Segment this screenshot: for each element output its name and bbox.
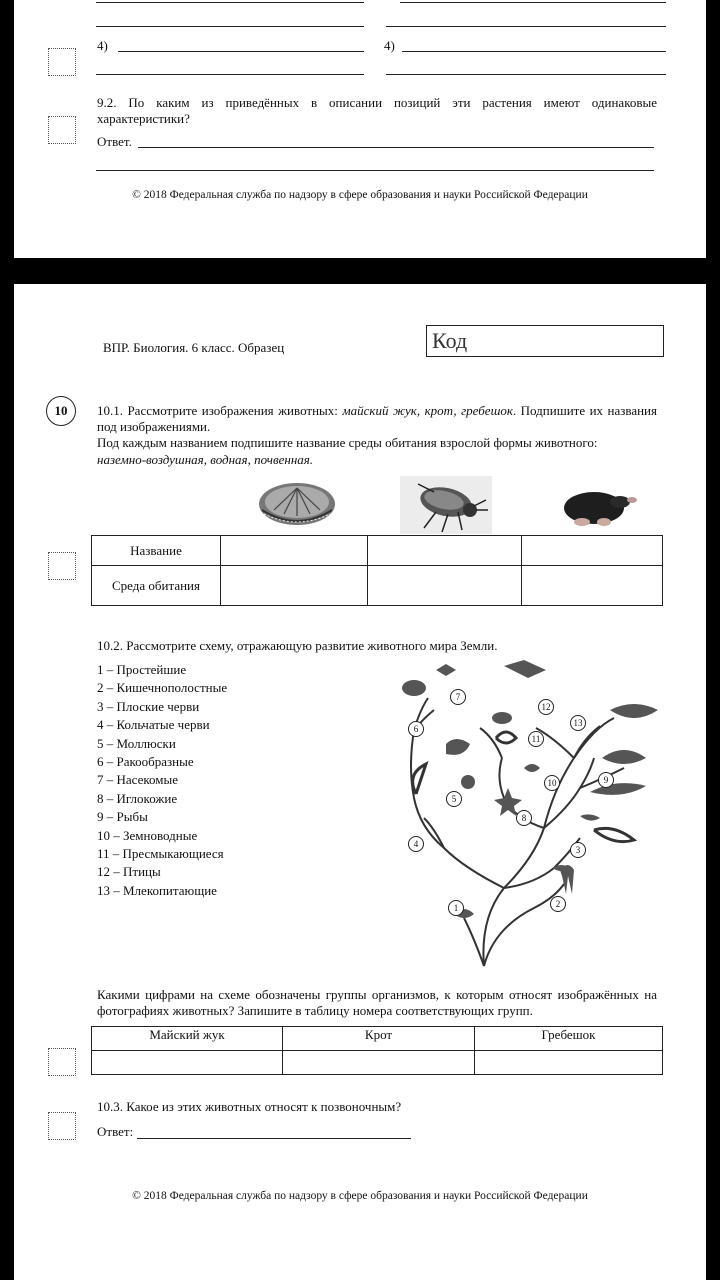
tree-node-2: 2 [550,896,566,912]
legend-item: 12 – Птицы [97,864,161,880]
answer-cell[interactable] [283,1051,475,1075]
answer-line[interactable] [96,170,654,171]
page-task-10 [14,284,706,1280]
tree-node-13: 13 [570,715,586,731]
answer-line[interactable] [118,51,364,52]
score-box [48,552,76,580]
answer-line[interactable] [96,74,364,75]
tree-node-12: 12 [538,699,554,715]
task-number-badge: 10 [46,396,76,426]
item-number-right: 4) [384,38,395,53]
answer-line [96,2,364,3]
group-number-table [91,1026,663,1075]
legend-item: 13 – Млекопитающие [97,882,217,898]
tree-node-6: 6 [408,721,424,737]
animal-name-habitat-table [91,535,663,606]
answer-cell[interactable] [522,536,663,566]
score-box [48,1048,76,1076]
tree-node-10: 10 [544,775,560,791]
table-row [92,1051,663,1075]
answer-line[interactable] [137,1138,411,1139]
copyright-footer: © 2018 Федеральная служба по надзору в сфере образования и науки Российской Федерации [132,189,588,201]
answer-cell[interactable] [368,566,522,606]
tree-node-4: 4 [408,836,424,852]
question-9-2: 9.2. По каким из приведённых в описании позиций эти растения имеют одинаковые характеристики? [97,95,657,126]
question-10-2-instruction: Какими цифрами на схеме обозначены группы организмов, к которым относят изображённых на фотографиях животных? Запишите в таблицу номера соответствующих групп. [97,987,657,1018]
may-beetle-image [400,476,492,534]
question-10-1-animals: майский жук, крот, гребешок [342,403,513,418]
tree-node-1: 1 [448,900,464,916]
groups-legend [97,661,227,900]
item-number-left: 4) [97,38,108,53]
question-10-1-habitats: наземно-воздушная, водная, почвенная. [97,452,314,467]
answer-line[interactable] [386,74,666,75]
question-10-1 [97,403,657,435]
score-box [48,116,76,144]
answer-cell[interactable] [368,536,522,566]
answer-cell[interactable] [92,1051,283,1075]
tree-node-3: 3 [570,842,586,858]
column-header: Крот [283,1027,475,1051]
answer-label: Ответ: [97,1124,134,1139]
column-header: Гребешок [475,1027,663,1051]
legend-item: 7 – Насекомые [97,772,178,788]
row-label-habitat: Среда обитания [92,566,221,606]
tree-node-8: 8 [516,810,532,826]
answer-line[interactable] [402,51,666,52]
score-box [48,48,76,76]
legend-item: 10 – Земноводные [97,827,198,843]
tree-node-5: 5 [446,791,462,807]
page-fragment-top [14,0,706,258]
legend-item: 8 – Иглокожие [97,790,178,806]
question-10-1-habitat-instruction: Под каждым названием подпишите название среды обитания взрослой формы животного: [97,435,598,450]
question-10-1-end: . Подпишите их названия под изображениями. [97,403,657,434]
tree-node-11: 11 [528,731,544,747]
legend-item: 9 – Рыбы [97,809,148,825]
answer-cell[interactable] [221,566,368,606]
animal-silhouettes [402,660,658,918]
code-box[interactable] [426,325,664,357]
answer-cell[interactable] [475,1051,663,1075]
legend-item: 3 – Плоские черви [97,698,200,714]
copyright-footer: © 2018 Федеральная служба по надзору в сфере образования и науки Российской Федерации [132,1190,588,1202]
legend-item: 4 – Кольчатые черви [97,717,210,733]
scallop-image [254,480,340,530]
table-header-row [92,1027,663,1051]
legend-item: 2 – Кишечнополостные [97,680,228,696]
code-label: Код [432,328,468,353]
tree-node-7: 7 [450,689,466,705]
legend-item: 6 – Ракообразные [97,754,194,770]
score-box [48,1112,76,1140]
legend-item: 1 – Простейшие [97,662,187,677]
column-header: Майский жук [92,1027,283,1051]
question-10-3: 10.3. Какое из этих животных относят к позвоночным? [97,1099,402,1114]
answer-line [96,26,364,27]
question-10-1-start: 10.1. Рассмотрите изображения животных: [97,403,343,418]
answer-cell[interactable] [522,566,663,606]
row-label-name: Название [92,536,221,566]
answer-line [400,2,666,3]
mole-image [552,484,638,530]
answer-line [386,26,666,27]
answer-line[interactable] [138,147,654,148]
answer-cell[interactable] [221,536,368,566]
answer-label: Ответ. [97,134,132,149]
question-10-2: 10.2. Рассмотрите схему, отражающую развитие животного мира Земли. [97,638,498,653]
table-row [92,536,663,566]
table-row [92,566,663,606]
page-header-title: ВПР. Биология. 6 класс. Образец [103,340,285,355]
tree-node-9: 9 [598,772,614,788]
legend-item: 11 – Пресмыкающиеся [97,846,224,862]
legend-item: 5 – Моллюски [97,735,176,751]
